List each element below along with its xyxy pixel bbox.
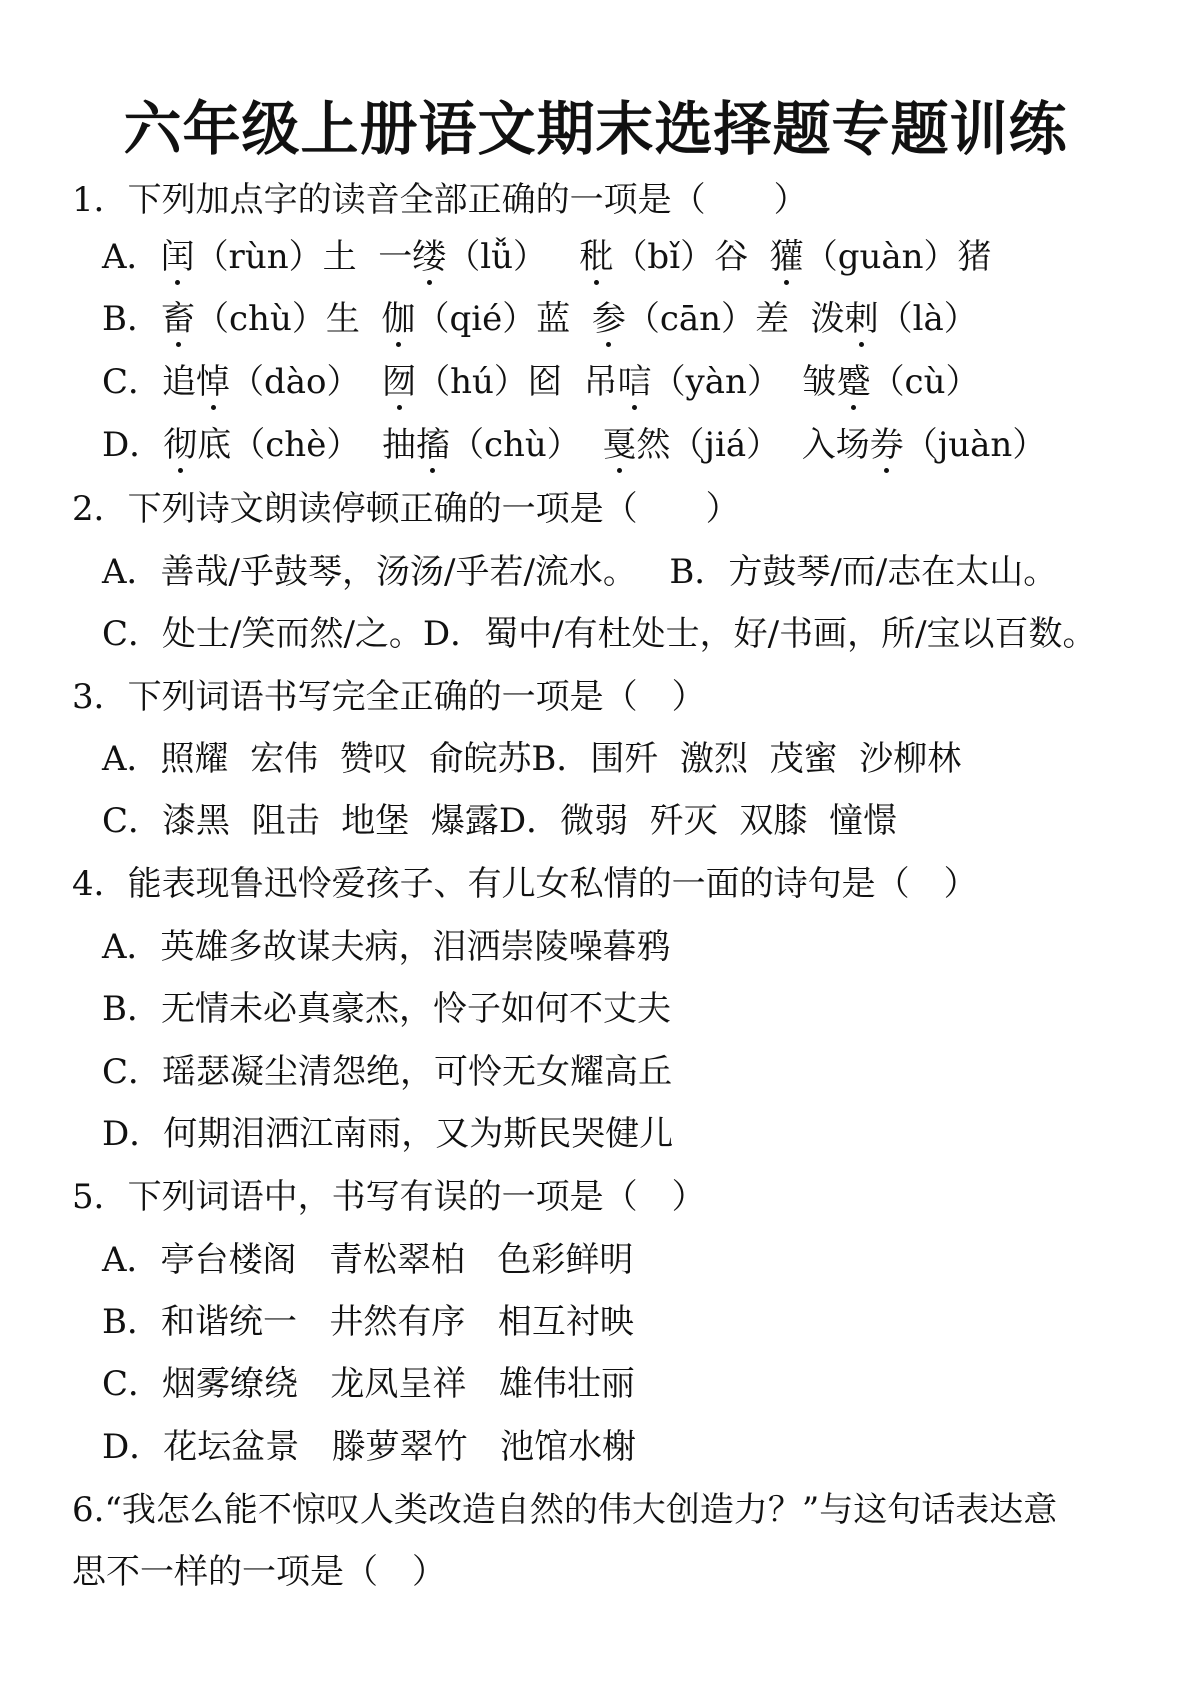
option-text xyxy=(102,423,1046,467)
text-segment: 1．下列加点字的读音全部正确的一项是（ ） xyxy=(72,180,808,220)
emphasized-char: 券 xyxy=(869,425,904,465)
text-segment: （là） xyxy=(878,299,978,339)
question-text xyxy=(72,178,808,222)
page-title: 六年级上册语文期末选择题专题训练 xyxy=(123,95,1068,163)
text-segment: （lǚ） xyxy=(446,237,580,277)
text-segment: A．英雄多故谋夫病，泪洒崇陵噪暮鸦 xyxy=(102,927,671,967)
option-text xyxy=(102,235,992,279)
text-segment: （juàn） xyxy=(903,425,1047,465)
question-text xyxy=(72,487,740,531)
text-segment: （guàn）猪 xyxy=(803,237,992,277)
option-text xyxy=(102,1425,636,1469)
text-segment: D．花坛盆景 滕萝翠竹 池馆水榭 xyxy=(102,1427,637,1467)
text-segment: （hú）囵 吊 xyxy=(416,362,618,402)
emphasized-char: 闰 xyxy=(160,237,195,277)
option-text xyxy=(102,360,980,404)
emphasized-char: 蹙 xyxy=(836,362,871,402)
option-text xyxy=(102,550,1057,594)
option-text xyxy=(102,737,961,781)
text-segment: （cān）差 泼 xyxy=(625,299,845,339)
text-segment: 2．下列诗文朗读停顿正确的一项是（ ） xyxy=(72,489,740,529)
emphasized-char: 缕 xyxy=(412,237,447,277)
text-segment: （bǐ）谷 xyxy=(613,237,770,277)
text-segment: C．瑶瑟凝尘清怨绝，可怜无女耀高丘 xyxy=(102,1052,673,1092)
option-text xyxy=(102,1362,635,1406)
text-segment: B．无情未必真豪杰，怜子如何不丈夫 xyxy=(102,989,671,1029)
text-segment: （cù） xyxy=(870,362,980,402)
text-segment: 思不一样的一项是（ ） xyxy=(72,1552,446,1592)
emphasized-char: 獾 xyxy=(769,237,804,277)
text-segment: 然（jiá） 入场 xyxy=(636,425,870,465)
question-text xyxy=(72,1550,446,1594)
text-segment: （chù）生 xyxy=(195,299,382,339)
question-text xyxy=(72,1175,706,1219)
text-segment: C．处士/笑而然/之。D．蜀中/有杜处士，好/书画，所/宝以百数。 xyxy=(102,614,1097,654)
emphasized-char: 剌 xyxy=(844,299,879,339)
question-text xyxy=(72,862,978,906)
option-text xyxy=(102,297,978,341)
emphasized-char: 伽 xyxy=(381,299,416,339)
text-segment: 6.“我怎么能不惊叹人类改造自然的伟大创造力？”与这句话表达意 xyxy=(72,1490,1058,1530)
emphasized-char: 戛 xyxy=(602,425,637,465)
text-segment: C．烟雾缭绕 龙凤呈祥 雄伟壮丽 xyxy=(102,1364,635,1404)
text-segment: （chù） xyxy=(449,425,603,465)
text-segment: A．亭台楼阁 青松翠柏 色彩鲜明 xyxy=(102,1240,634,1280)
emphasized-char: 参 xyxy=(591,299,626,339)
question-text xyxy=(72,675,706,719)
option-text xyxy=(102,1238,633,1282)
emphasized-char: 彻 xyxy=(163,425,198,465)
text-segment: （dào） xyxy=(230,362,383,402)
text-segment: D．何期泪洒江南雨，又为斯民哭健儿 xyxy=(102,1114,674,1154)
text-segment: 5．下列词语中，书写有误的一项是（ ） xyxy=(72,1177,706,1217)
emphasized-char: 唁 xyxy=(617,362,652,402)
option-text xyxy=(102,987,671,1031)
option-text xyxy=(102,612,1097,656)
emphasized-char: 畜 xyxy=(161,299,195,339)
emphasized-char: 秕 xyxy=(579,237,614,277)
text-segment: B． xyxy=(102,299,161,339)
text-segment: 底（chè） 抽 xyxy=(197,425,416,465)
option-text xyxy=(102,1300,634,1344)
option-text xyxy=(102,799,897,843)
emphasized-char: 搐 xyxy=(415,425,450,465)
option-text xyxy=(102,925,671,969)
text-segment: 4．能表现鲁迅怜爱孩子、有儿女私情的一面的诗句是（ ） xyxy=(72,864,978,904)
text-segment: （rùn）土 一 xyxy=(194,237,413,277)
text-segment: C．追 xyxy=(102,362,197,402)
emphasized-char: 囫 xyxy=(382,362,417,402)
question-text xyxy=(72,1488,1057,1532)
text-segment: B．和谐统一 井然有序 相互衬映 xyxy=(102,1302,634,1342)
option-text xyxy=(102,1112,673,1156)
option-text xyxy=(102,1050,672,1094)
text-segment: A．善哉/乎鼓琴，汤汤/乎若/流水。 B．方鼓琴/而/志在太山。 xyxy=(102,552,1058,592)
text-segment: （qié）蓝 xyxy=(415,299,592,339)
text-segment: D． xyxy=(102,425,164,465)
text-segment: A．照耀 宏伟 赞叹 俞皖苏B．围歼 激烈 茂蜜 沙柳林 xyxy=(102,739,962,779)
text-segment: 3．下列词语书写完全正确的一项是（ ） xyxy=(72,677,706,717)
text-segment: A． xyxy=(102,237,161,277)
text-segment: （yàn） 皱 xyxy=(651,362,837,402)
emphasized-char: 悼 xyxy=(196,362,231,402)
text-segment: C．漆黑 阻击 地堡 爆露D．微弱 歼灭 双膝 憧憬 xyxy=(102,801,897,841)
